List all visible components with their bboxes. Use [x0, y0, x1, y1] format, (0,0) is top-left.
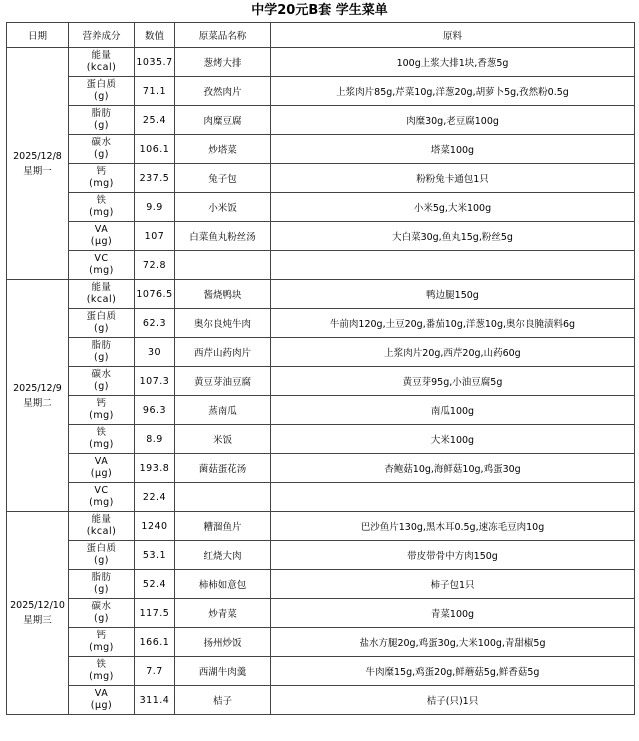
table-row — [7, 483, 635, 512]
nutrient-cell — [69, 599, 135, 628]
nutrient-cell — [69, 425, 135, 454]
nutrient-cell — [69, 657, 135, 686]
value-cell: 117.5 — [135, 599, 175, 628]
table-row — [7, 338, 635, 367]
ingredients-cell: 粉粉兔卡通包1只 — [271, 164, 635, 193]
header-dish: 原菜品名称 — [175, 23, 271, 48]
header-date: 日期 — [7, 23, 69, 48]
ingredients-cell: 上浆肉片20g,西芹20g,山药60g — [271, 338, 635, 367]
nutrient-cell — [69, 164, 135, 193]
nutrient-cell — [69, 483, 135, 512]
nutrient-unit: (μg) — [90, 468, 113, 479]
value-cell: 7.7 — [135, 657, 175, 686]
nutrient-name: VA — [94, 224, 109, 235]
header-nutrient: 营养成分 — [69, 23, 135, 48]
table-row — [7, 628, 635, 657]
nutrient-name: 钙 — [96, 398, 107, 409]
table-row — [7, 541, 635, 570]
table-row — [7, 193, 635, 222]
table-row — [7, 570, 635, 599]
nutrient-cell — [69, 251, 135, 280]
dish-cell: 孜然肉片 — [175, 77, 271, 106]
nutrient-unit: (g) — [94, 555, 109, 566]
dish-cell: 黄豆芽油豆腐 — [175, 367, 271, 396]
dish-cell: 白菜鱼丸粉丝汤 — [175, 222, 271, 251]
dish-cell: 炒塔菜 — [175, 135, 271, 164]
menu-table — [6, 22, 635, 715]
ingredients-cell: 小米5g,大米100g — [271, 193, 635, 222]
nutrient-cell — [69, 570, 135, 599]
table-row — [7, 164, 635, 193]
nutrient-cell — [69, 367, 135, 396]
nutrient-name: 脂肪 — [91, 108, 112, 119]
value-cell: 72.8 — [135, 251, 175, 280]
nutrient-unit: (kcal) — [86, 62, 117, 73]
ingredients-cell: 南瓜100g — [271, 396, 635, 425]
nutrient-unit: (mg) — [89, 207, 114, 218]
date-cell — [7, 280, 69, 512]
nutrient-unit: (μg) — [90, 700, 113, 711]
value-cell: 22.4 — [135, 483, 175, 512]
ingredients-cell: 带皮带骨中方肉150g — [271, 541, 635, 570]
nutrient-name: 蛋白质 — [86, 543, 117, 554]
nutrient-unit: (g) — [94, 323, 109, 334]
ingredients-cell: 大白菜30g,鱼丸15g,粉丝5g — [271, 222, 635, 251]
date-text: 2025/12/10 — [10, 600, 65, 611]
nutrient-unit: (g) — [94, 149, 109, 160]
header-row — [7, 23, 635, 48]
dish-cell: 糟溜鱼片 — [175, 512, 271, 541]
dish-cell: 桔子 — [175, 686, 271, 715]
date-cell — [7, 48, 69, 280]
dish-cell: 炒青菜 — [175, 599, 271, 628]
dish-cell: 肉糜豆腐 — [175, 106, 271, 135]
table-row — [7, 280, 635, 309]
nutrient-name: 铁 — [96, 659, 107, 670]
value-cell: 106.1 — [135, 135, 175, 164]
dish-cell: 蒸南瓜 — [175, 396, 271, 425]
header-ingredients: 原料 — [271, 23, 635, 48]
ingredients-cell: 肉糜30g,老豆腐100g — [271, 106, 635, 135]
nutrient-cell — [69, 280, 135, 309]
ingredients-cell: 牛肉糜15g,鸡蛋20g,鲜蘑菇5g,鲜香菇5g — [271, 657, 635, 686]
table-row — [7, 77, 635, 106]
nutrient-name: 铁 — [96, 195, 107, 206]
nutrient-name: 钙 — [96, 166, 107, 177]
dish-cell: 米饭 — [175, 425, 271, 454]
nutrient-name: VC — [94, 253, 109, 264]
value-cell: 8.9 — [135, 425, 175, 454]
table-row — [7, 657, 635, 686]
dish-cell: 扬州炒饭 — [175, 628, 271, 657]
nutrient-unit: (g) — [94, 120, 109, 131]
nutrient-unit: (mg) — [89, 178, 114, 189]
nutrient-unit: (g) — [94, 613, 109, 624]
dish-cell: 酱烧鸭块 — [175, 280, 271, 309]
nutrient-unit: (g) — [94, 91, 109, 102]
nutrient-cell — [69, 541, 135, 570]
nutrient-unit: (mg) — [89, 671, 114, 682]
nutrient-cell — [69, 135, 135, 164]
nutrient-unit: (g) — [94, 352, 109, 363]
value-cell: 1076.5 — [135, 280, 175, 309]
nutrient-unit: (mg) — [89, 642, 114, 653]
value-cell: 107.3 — [135, 367, 175, 396]
dish-cell: 西湖牛肉羹 — [175, 657, 271, 686]
value-cell: 53.1 — [135, 541, 175, 570]
table-row — [7, 512, 635, 541]
value-cell: 9.9 — [135, 193, 175, 222]
nutrient-cell — [69, 222, 135, 251]
weekday-text: 星期二 — [23, 397, 52, 409]
nutrient-name: 碳水 — [91, 369, 112, 380]
date-text: 2025/12/9 — [13, 382, 62, 394]
value-cell: 71.1 — [135, 77, 175, 106]
value-cell: 52.4 — [135, 570, 175, 599]
value-cell: 237.5 — [135, 164, 175, 193]
nutrient-unit: (mg) — [89, 410, 114, 421]
nutrient-name: VC — [94, 485, 109, 496]
nutrient-cell — [69, 628, 135, 657]
nutrient-unit: (kcal) — [86, 294, 117, 305]
nutrient-name: 能量 — [91, 514, 112, 525]
ingredients-cell: 柿子包1只 — [271, 570, 635, 599]
value-cell: 1035.7 — [135, 48, 175, 77]
value-cell: 96.3 — [135, 396, 175, 425]
ingredients-cell: 大米100g — [271, 425, 635, 454]
nutrient-name: 铁 — [96, 427, 107, 438]
header-value: 数值 — [135, 23, 175, 48]
value-cell: 30 — [135, 338, 175, 367]
nutrient-unit: (μg) — [90, 236, 113, 247]
ingredients-cell — [271, 483, 635, 512]
weekday-text: 星期三 — [23, 615, 52, 626]
nutrient-cell — [69, 106, 135, 135]
nutrient-name: 碳水 — [91, 137, 112, 148]
nutrient-cell — [69, 309, 135, 338]
nutrient-unit: (kcal) — [86, 526, 117, 537]
nutrient-name: 能量 — [91, 50, 112, 61]
dish-cell: 西芹山药肉片 — [175, 338, 271, 367]
table-row — [7, 454, 635, 483]
value-cell: 311.4 — [135, 686, 175, 715]
value-cell: 193.8 — [135, 454, 175, 483]
nutrient-unit: (mg) — [89, 439, 114, 450]
table-row — [7, 425, 635, 454]
menu-title: 中学20元B套 学生菜单 — [251, 3, 388, 18]
ingredients-cell: 100g上浆大排1块,香葱5g — [271, 48, 635, 77]
ingredients-cell: 黄豆芽95g,小油豆腐5g — [271, 367, 635, 396]
nutrient-cell — [69, 396, 135, 425]
nutrient-unit: (g) — [94, 381, 109, 392]
table-row — [7, 396, 635, 425]
nutrient-name: 脂肪 — [91, 572, 112, 583]
table-row — [7, 222, 635, 251]
table-row — [7, 106, 635, 135]
ingredients-cell: 塔菜100g — [271, 135, 635, 164]
date-cell — [7, 512, 69, 715]
ingredients-cell: 桔子(只)1只 — [271, 686, 635, 715]
table-row — [7, 686, 635, 715]
value-cell: 25.4 — [135, 106, 175, 135]
nutrient-name: VA — [94, 688, 109, 699]
ingredients-cell: 牛前肉120g,土豆20g,番茄10g,洋葱10g,奥尔良腌渍料6g — [271, 309, 635, 338]
dish-cell: 柿柿如意包 — [175, 570, 271, 599]
table-row — [7, 367, 635, 396]
ingredients-cell: 杏鲍菇10g,海鲜菇10g,鸡蛋30g — [271, 454, 635, 483]
nutrient-name: 钙 — [96, 630, 107, 641]
ingredients-cell — [271, 251, 635, 280]
nutrient-cell — [69, 512, 135, 541]
dish-cell: 小米饭 — [175, 193, 271, 222]
dish-cell: 菌菇蛋花汤 — [175, 454, 271, 483]
nutrient-cell — [69, 454, 135, 483]
nutrient-name: 能量 — [91, 282, 112, 293]
weekday-text: 星期一 — [23, 165, 52, 177]
nutrient-unit: (g) — [94, 584, 109, 595]
dish-cell: 兔子包 — [175, 164, 271, 193]
ingredients-cell: 巴沙鱼片130g,黑木耳0.5g,速冻毛豆肉10g — [271, 512, 635, 541]
value-cell: 62.3 — [135, 309, 175, 338]
ingredients-cell: 上浆肉片85g,芹菜10g,洋葱20g,胡萝卜5g,孜然粉0.5g — [271, 77, 635, 106]
nutrient-cell — [69, 686, 135, 715]
table-row — [7, 251, 635, 280]
value-cell: 1240 — [135, 512, 175, 541]
nutrient-cell — [69, 193, 135, 222]
dish-cell — [175, 251, 271, 280]
nutrient-unit: (mg) — [89, 265, 114, 276]
ingredients-cell: 盐水方腿20g,鸡蛋30g,大米100g,青甜椒5g — [271, 628, 635, 657]
table-row — [7, 599, 635, 628]
dish-cell: 奥尔良炖牛肉 — [175, 309, 271, 338]
dish-cell: 葱烤大排 — [175, 48, 271, 77]
table-row — [7, 309, 635, 338]
nutrient-name: VA — [94, 456, 109, 467]
ingredients-cell: 鸭边腿150g — [271, 280, 635, 309]
nutrient-cell — [69, 77, 135, 106]
table-row — [7, 135, 635, 164]
dish-cell — [175, 483, 271, 512]
nutrient-name: 蛋白质 — [86, 311, 117, 322]
value-cell: 166.1 — [135, 628, 175, 657]
nutrient-name: 蛋白质 — [86, 79, 117, 90]
nutrient-unit: (mg) — [89, 497, 114, 508]
value-cell: 107 — [135, 222, 175, 251]
nutrient-cell — [69, 48, 135, 77]
table-row — [7, 48, 635, 77]
dish-cell: 红烧大肉 — [175, 541, 271, 570]
ingredients-cell: 青菜100g — [271, 599, 635, 628]
nutrient-cell — [69, 338, 135, 367]
nutrient-name: 脂肪 — [91, 340, 112, 351]
nutrient-name: 碳水 — [91, 601, 112, 612]
date-text: 2025/12/8 — [13, 150, 62, 162]
